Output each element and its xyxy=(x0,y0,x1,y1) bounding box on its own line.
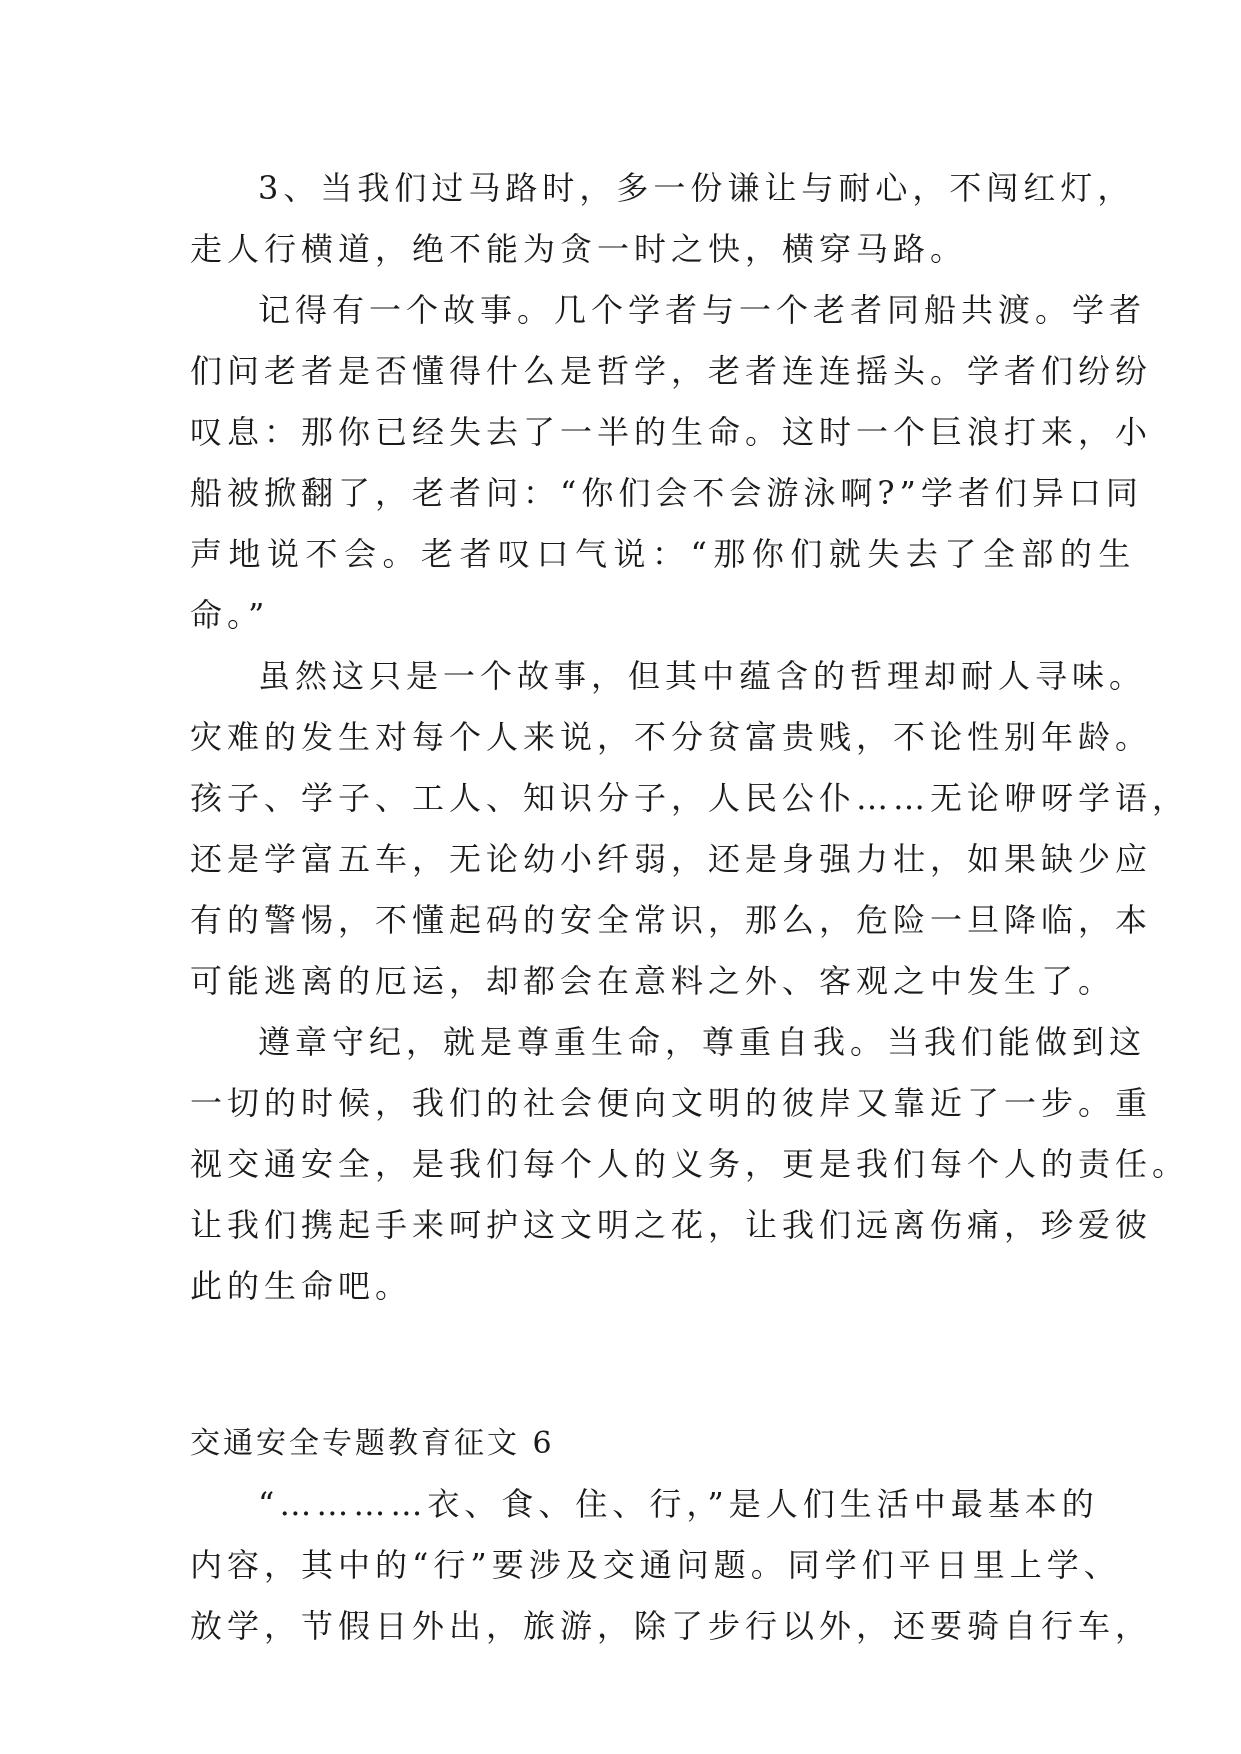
text-line: 声地说不会。老者叹口气说：“那你们就失去了全部的生 xyxy=(190,535,1137,573)
text-line: 让我们携起手来呵护这文明之花，让我们远离伤痛，珍爱彼 xyxy=(190,1206,1153,1244)
document-body xyxy=(190,158,1190,1657)
text-line: “…………衣、食、住、行，”是人们生活中最基本的 xyxy=(258,1485,1099,1523)
section-spacer xyxy=(190,1317,1080,1413)
text-line: 3、当我们过马路时，多一份谦让与耐心，不闯红灯， xyxy=(258,169,1135,207)
paragraph-conclusion xyxy=(190,1012,1190,1317)
text-line: 走人行横道，绝不能为贪一时之快，横穿马路。 xyxy=(190,230,968,268)
text-line: 叹息：那你已经失去了一半的生命。这时一个巨浪打来，小 xyxy=(190,413,1153,451)
paragraph-essay-6-intro xyxy=(190,1474,1153,1657)
text-line: 内容，其中的“行”要涉及交通问题。同学们平日里上学、 xyxy=(190,1546,1121,1584)
paragraph-story xyxy=(190,280,1153,646)
text-line: 一切的时候，我们的社会便向文明的彼岸又靠近了一步。重 xyxy=(190,1084,1153,1122)
paragraph-story-meaning xyxy=(190,646,1190,1012)
text-line: 视交通安全，是我们每个人的义务，更是我们每个人的责任。 xyxy=(190,1145,1190,1183)
text-line: 此的生命吧。 xyxy=(190,1267,413,1305)
text-line: 虽然这只是一个故事，但其中蕴含的哲理却耐人寻味。 xyxy=(258,657,1147,695)
text-line: 还是学富五车，无论幼小纤弱，还是身强力壮，如果缺少应 xyxy=(190,840,1153,878)
text-line: 有的警惕，不懂起码的安全常识，那么，危险一旦降临，本 xyxy=(190,901,1153,939)
text-line: 记得有一个故事。几个学者与一个老者同船共渡。学者 xyxy=(258,291,1147,329)
text-line: 灾难的发生对每个人来说，不分贫富贵贱，不论性别年龄。 xyxy=(190,718,1153,756)
text-line: 可能逃离的厄运，却都会在意料之外、客观之中发生了。 xyxy=(190,962,1116,1000)
text-line: 命。” xyxy=(190,596,270,634)
text-line: 放学，节假日外出，旅游，除了步行以外，还要骑自行车， xyxy=(190,1607,1153,1645)
section-title: 交通安全专题教育征文 6 xyxy=(190,1426,555,1461)
text-line: 孩子、学子、工人、知识分子，人民公仆……无论咿呀学语， xyxy=(190,779,1190,817)
text-line: 们问老者是否懂得什么是哲学，老者连连摇头。学者们纷纷 xyxy=(190,352,1153,390)
text-line: 遵章守纪，就是尊重生命，尊重自我。当我们能做到这 xyxy=(258,1023,1147,1061)
paragraph-traffic-rule-3 xyxy=(190,158,1135,280)
text-line: 船被掀翻了，老者问：“你们会不会游泳啊?”学者们异口同 xyxy=(190,474,1143,512)
